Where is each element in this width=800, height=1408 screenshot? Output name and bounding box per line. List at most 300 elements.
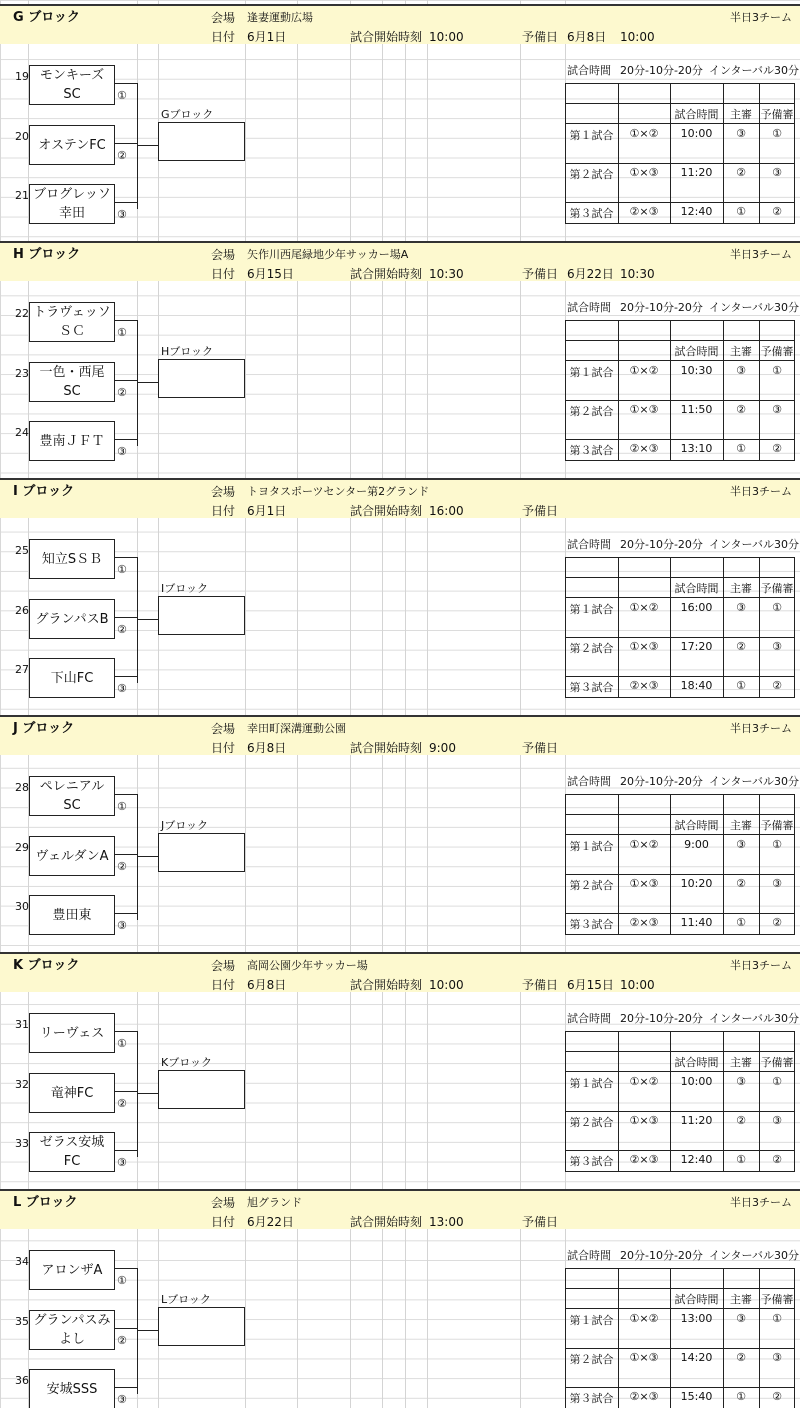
team-box	[29, 362, 115, 402]
team-box	[29, 125, 115, 165]
col-header-time: 試合時間	[674, 582, 719, 595]
table-border	[565, 103, 795, 104]
match-name: 第３試合	[569, 1155, 614, 1168]
bracket-stub	[115, 1387, 137, 1388]
reserve-label: 予備日	[522, 504, 559, 518]
match-referee: ③	[736, 1075, 746, 1088]
team-box	[29, 599, 115, 639]
match-name: 第２試合	[569, 1353, 614, 1366]
match-name: 第３試合	[569, 1392, 614, 1405]
match-pairing: ①×③	[629, 1351, 659, 1364]
match-pairing: ②×③	[629, 679, 659, 692]
seed-mark: ②	[117, 1097, 127, 1110]
match-pairing: ②×③	[629, 1390, 659, 1403]
match-date: 6月15日	[247, 267, 294, 281]
schedule-table	[565, 320, 795, 461]
bracket-stub	[115, 557, 137, 558]
seed-mark: ③	[117, 208, 127, 221]
table-border	[565, 340, 795, 341]
match-name: 第２試合	[569, 879, 614, 892]
table-border	[565, 360, 795, 361]
start-time: 9:00	[429, 741, 456, 755]
bracket-line	[137, 1268, 138, 1394]
bracket-connector	[137, 145, 158, 146]
match-time-value: 20分-10分-20分	[620, 301, 703, 314]
col-header-referee: 主審	[730, 582, 752, 595]
match-name: 第１試合	[569, 1314, 614, 1327]
capacity-note: 半日3チーム	[730, 11, 792, 24]
match-time-value: 20分-10分-20分	[620, 1249, 703, 1262]
match-time-label: 試合時間	[567, 775, 611, 788]
date-label: 日付	[211, 978, 236, 992]
table-border	[565, 676, 795, 677]
result-box	[158, 359, 245, 398]
match-pairing: ①×③	[629, 403, 659, 416]
match-sub-referee: ①	[772, 601, 782, 614]
bracket-stub	[115, 676, 137, 677]
match-referee: ③	[736, 364, 746, 377]
team-box	[29, 184, 115, 224]
interval-note: インターバル30分	[709, 538, 800, 551]
seed-mark: ②	[117, 386, 127, 399]
bracket-stub	[115, 854, 137, 855]
bracket-stub	[115, 794, 137, 795]
match-start-time: 10:00	[680, 127, 713, 140]
bracket-stub	[115, 617, 137, 618]
team-number: 25	[15, 544, 29, 557]
bracket-stub	[115, 1328, 137, 1329]
team-name-line: SC	[63, 384, 81, 399]
venue-label: 会場	[211, 959, 236, 973]
match-time-label: 試合時間	[567, 64, 611, 77]
bracket-stub	[115, 202, 137, 203]
team-number: 27	[15, 663, 29, 676]
venue-name: 矢作川西尾緑地少年サッカー場A	[247, 248, 409, 261]
team-box	[29, 658, 115, 698]
match-sub-referee: ③	[772, 1114, 782, 1127]
match-name: 第１試合	[569, 603, 614, 616]
table-border	[565, 1051, 795, 1052]
team-box	[29, 1250, 115, 1290]
col-header-time: 試合時間	[674, 1293, 719, 1306]
result-box	[158, 1307, 245, 1346]
team-number: 35	[15, 1315, 29, 1328]
match-start-time: 13:10	[680, 442, 713, 455]
team-name-line: SC	[63, 87, 81, 102]
interval-note: インターバル30分	[709, 1012, 800, 1025]
bracket-stub	[115, 439, 137, 440]
col-header-referee: 主審	[730, 108, 752, 121]
match-referee: ③	[736, 1312, 746, 1325]
team-name-line: FC	[63, 1154, 81, 1169]
schedule-table	[565, 794, 795, 935]
match-sub-referee: ①	[772, 364, 782, 377]
reserve-time: 10:00	[620, 978, 655, 992]
start-time: 16:00	[429, 504, 464, 518]
seed-mark: ①	[117, 89, 127, 102]
team-name-line: アロンザA	[41, 1262, 103, 1278]
match-pairing: ①×③	[629, 166, 659, 179]
capacity-note: 半日3チーム	[730, 248, 792, 261]
match-sub-referee: ③	[772, 640, 782, 653]
match-referee: ①	[736, 916, 746, 929]
match-time-label: 試合時間	[567, 301, 611, 314]
team-box	[29, 1013, 115, 1053]
block-title: L ブロック	[13, 1195, 78, 1210]
table-border	[565, 202, 795, 203]
match-pairing: ①×②	[629, 127, 659, 140]
match-date: 6月1日	[247, 504, 287, 518]
start-time-label: 試合開始時刻	[350, 267, 423, 281]
capacity-note: 半日3チーム	[730, 1196, 792, 1209]
seed-mark: ③	[117, 682, 127, 695]
match-pairing: ①×②	[629, 364, 659, 377]
match-time-label: 試合時間	[567, 538, 611, 551]
match-pairing: ①×③	[629, 877, 659, 890]
team-name-line: 豊田東	[52, 907, 92, 923]
result-box	[158, 833, 245, 872]
match-pairing: ②×③	[629, 1153, 659, 1166]
match-referee: ③	[736, 838, 746, 851]
match-referee: ②	[736, 640, 746, 653]
team-number: 30	[15, 900, 29, 913]
table-border	[565, 1308, 795, 1309]
team-name-line: 豊南ＪＦＴ	[39, 433, 105, 449]
col-header-sub-referee: 予備審	[760, 1293, 794, 1306]
start-time-label: 試合開始時刻	[350, 741, 423, 755]
match-name: 第１試合	[569, 129, 614, 142]
team-name-line: グランパスB	[35, 611, 109, 627]
block-header	[0, 952, 800, 992]
match-sub-referee: ③	[772, 1351, 782, 1364]
match-sub-referee: ②	[772, 916, 782, 929]
team-number: 23	[15, 367, 29, 380]
match-referee: ③	[736, 601, 746, 614]
match-name: 第３試合	[569, 207, 614, 220]
team-number: 32	[15, 1078, 29, 1091]
match-referee: ②	[736, 166, 746, 179]
match-name: 第１試合	[569, 366, 614, 379]
venue-label: 会場	[211, 11, 236, 25]
match-sub-referee: ③	[772, 877, 782, 890]
col-header-sub-referee: 予備審	[760, 582, 794, 595]
capacity-note: 半日3チーム	[730, 485, 792, 498]
seed-mark: ②	[117, 860, 127, 873]
match-time-value: 20分-10分-20分	[620, 538, 703, 551]
bracket-connector	[137, 1330, 158, 1331]
match-referee: ③	[736, 127, 746, 140]
block-header	[0, 478, 800, 518]
table-border	[565, 597, 795, 598]
team-number: 19	[15, 70, 29, 83]
col-header-referee: 主審	[730, 345, 752, 358]
interval-note: インターバル30分	[709, 775, 800, 788]
reserve-time: 10:00	[620, 30, 655, 44]
schedule-table	[565, 1268, 795, 1408]
tournament-block	[0, 241, 800, 478]
match-start-time: 11:20	[680, 1114, 713, 1127]
team-box	[29, 1073, 115, 1113]
col-header-sub-referee: 予備審	[760, 819, 794, 832]
venue-label: 会場	[211, 722, 236, 736]
match-referee: ①	[736, 1153, 746, 1166]
team-name-line: ヴェルダンA	[35, 848, 109, 864]
team-number: 20	[15, 130, 29, 143]
table-border	[565, 814, 795, 815]
bracket-connector	[137, 382, 158, 383]
match-date: 6月22日	[247, 1215, 294, 1229]
start-time: 10:00	[429, 30, 464, 44]
team-name-line: 幸田	[58, 206, 85, 221]
match-name: 第３試合	[569, 444, 614, 457]
bracket-line	[137, 794, 138, 920]
match-sub-referee: ②	[772, 1390, 782, 1403]
match-sub-referee: ①	[772, 1075, 782, 1088]
team-name-line: グランパスみ	[33, 1313, 111, 1328]
reserve-date: 6月8日	[567, 30, 607, 44]
table-border	[565, 1348, 795, 1349]
match-pairing: ②×③	[629, 205, 659, 218]
table-border	[565, 1288, 795, 1289]
seed-mark: ②	[117, 623, 127, 636]
reserve-label: 予備日	[522, 30, 559, 44]
table-border	[565, 1150, 795, 1151]
table-border	[565, 1387, 795, 1388]
seed-mark: ①	[117, 326, 127, 339]
col-header-time: 試合時間	[674, 108, 719, 121]
table-border	[565, 1071, 795, 1072]
match-date: 6月8日	[247, 978, 287, 992]
match-start-time: 12:40	[680, 1153, 713, 1166]
team-box	[29, 65, 115, 105]
match-sub-referee: ①	[772, 1312, 782, 1325]
team-name-line: ゼラス安城	[39, 1135, 105, 1150]
table-border	[565, 913, 795, 914]
match-start-time: 13:00	[680, 1312, 713, 1325]
result-box	[158, 596, 245, 635]
result-box	[158, 122, 245, 161]
match-sub-referee: ②	[772, 442, 782, 455]
match-time-label: 試合時間	[567, 1012, 611, 1025]
match-name: 第３試合	[569, 918, 614, 931]
block-header	[0, 4, 800, 44]
venue-label: 会場	[211, 248, 236, 262]
col-header-sub-referee: 予備審	[760, 345, 794, 358]
team-box	[29, 539, 115, 579]
col-header-referee: 主審	[730, 1293, 752, 1306]
interval-note: インターバル30分	[709, 1249, 800, 1262]
team-name-line: ペレニアル	[39, 779, 105, 794]
team-name-line: ブログレッソ	[33, 187, 111, 202]
result-label: Gブロック	[161, 108, 214, 121]
bracket-stub	[115, 913, 137, 914]
seed-mark: ③	[117, 1156, 127, 1169]
result-label: Lブロック	[161, 1293, 211, 1306]
result-label: Iブロック	[161, 582, 209, 595]
col-header-sub-referee: 予備審	[760, 1056, 794, 1069]
bracket-stub	[115, 1150, 137, 1151]
match-name: 第１試合	[569, 1077, 614, 1090]
match-start-time: 14:20	[680, 1351, 713, 1364]
venue-label: 会場	[211, 485, 236, 499]
team-box	[29, 1132, 115, 1172]
match-referee: ②	[736, 877, 746, 890]
team-name-line: 知立SＳＢ	[41, 551, 103, 567]
result-label: Jブロック	[161, 819, 209, 832]
reserve-time: 10:30	[620, 267, 655, 281]
team-box	[29, 776, 115, 816]
match-start-time: 10:20	[680, 877, 713, 890]
match-sub-referee: ②	[772, 679, 782, 692]
block-title: K ブロック	[13, 958, 80, 973]
seed-mark: ②	[117, 1334, 127, 1347]
bracket-connector	[137, 1093, 158, 1094]
match-start-time: 11:50	[680, 403, 713, 416]
block-header	[0, 715, 800, 755]
bracket-stub	[115, 1091, 137, 1092]
team-name-line: ＳＣ	[58, 324, 85, 339]
match-start-time: 17:20	[680, 640, 713, 653]
bracket-stub	[115, 1268, 137, 1269]
capacity-note: 半日3チーム	[730, 722, 792, 735]
team-number: 22	[15, 307, 29, 320]
reserve-date: 6月22日	[567, 267, 614, 281]
team-number: 24	[15, 426, 29, 439]
bracket-stub	[115, 320, 137, 321]
start-time-label: 試合開始時刻	[350, 1215, 423, 1229]
match-start-time: 10:00	[680, 1075, 713, 1088]
match-name: 第２試合	[569, 642, 614, 655]
tournament-block	[0, 952, 800, 1189]
reserve-label: 予備日	[522, 1215, 559, 1229]
match-start-time: 11:40	[680, 916, 713, 929]
match-referee: ①	[736, 442, 746, 455]
table-border	[565, 874, 795, 875]
team-box	[29, 1369, 115, 1408]
reserve-label: 予備日	[522, 978, 559, 992]
match-time-value: 20分-10分-20分	[620, 775, 703, 788]
table-border	[565, 834, 795, 835]
date-label: 日付	[211, 504, 236, 518]
team-number: 31	[15, 1018, 29, 1031]
date-label: 日付	[211, 1215, 236, 1229]
start-time: 10:30	[429, 267, 464, 281]
match-start-time: 16:00	[680, 601, 713, 614]
start-time: 10:00	[429, 978, 464, 992]
block-title: G ブロック	[13, 10, 80, 25]
match-pairing: ②×③	[629, 916, 659, 929]
table-border	[565, 637, 795, 638]
venue-name: 逢妻運動広場	[247, 11, 313, 24]
match-referee: ②	[736, 1351, 746, 1364]
match-pairing: ①×②	[629, 838, 659, 851]
start-time-label: 試合開始時刻	[350, 30, 423, 44]
team-box	[29, 836, 115, 876]
reserve-label: 予備日	[522, 741, 559, 755]
match-time-label: 試合時間	[567, 1249, 611, 1262]
match-sub-referee: ③	[772, 166, 782, 179]
seed-mark: ③	[117, 919, 127, 932]
team-box	[29, 1310, 115, 1350]
match-sub-referee: ③	[772, 403, 782, 416]
col-header-referee: 主審	[730, 819, 752, 832]
team-name-line: 安城SSS	[46, 1381, 98, 1397]
team-name-line: よし	[58, 1332, 85, 1347]
match-start-time: 12:40	[680, 205, 713, 218]
team-box	[29, 895, 115, 935]
col-header-time: 試合時間	[674, 819, 719, 832]
match-sub-referee: ②	[772, 205, 782, 218]
match-name: 第２試合	[569, 1116, 614, 1129]
date-label: 日付	[211, 30, 236, 44]
table-border	[565, 1111, 795, 1112]
col-header-time: 試合時間	[674, 1056, 719, 1069]
col-header-time: 試合時間	[674, 345, 719, 358]
result-label: Hブロック	[161, 345, 214, 358]
block-title: J ブロック	[13, 721, 75, 736]
table-border	[565, 123, 795, 124]
match-sub-referee: ①	[772, 127, 782, 140]
tournament-block	[0, 1189, 800, 1408]
match-date: 6月1日	[247, 30, 287, 44]
block-title: H ブロック	[13, 247, 81, 262]
match-sub-referee: ①	[772, 838, 782, 851]
match-referee: ①	[736, 679, 746, 692]
team-number: 34	[15, 1255, 29, 1268]
venue-name: トヨタスポーツセンター第2グランド	[247, 485, 430, 498]
table-border	[565, 400, 795, 401]
team-number: 28	[15, 781, 29, 794]
tournament-block	[0, 4, 800, 241]
reserve-label: 予備日	[522, 267, 559, 281]
table-border	[565, 577, 795, 578]
match-pairing: ①×②	[629, 1312, 659, 1325]
match-time-value: 20分-10分-20分	[620, 64, 703, 77]
match-pairing: ②×③	[629, 442, 659, 455]
interval-note: インターバル30分	[709, 64, 800, 77]
team-name-line: SC	[63, 798, 81, 813]
seed-mark: ①	[117, 1274, 127, 1287]
team-name-line: 一色・西尾	[39, 365, 105, 380]
seed-mark: ③	[117, 1393, 127, 1406]
bracket-stub	[115, 1031, 137, 1032]
schedule-table	[565, 83, 795, 224]
match-name: 第２試合	[569, 405, 614, 418]
venue-name: 旭グランド	[247, 1196, 302, 1209]
match-date: 6月8日	[247, 741, 287, 755]
block-title: I ブロック	[13, 484, 75, 499]
bracket-line	[137, 83, 138, 209]
team-number: 29	[15, 841, 29, 854]
tournament-block	[0, 715, 800, 952]
match-sub-referee: ②	[772, 1153, 782, 1166]
team-number: 36	[15, 1374, 29, 1387]
team-name-line: 竜神FC	[50, 1085, 94, 1101]
seed-mark: ②	[117, 149, 127, 162]
table-border	[565, 163, 795, 164]
reserve-date: 6月15日	[567, 978, 614, 992]
match-start-time: 11:20	[680, 166, 713, 179]
start-time-label: 試合開始時刻	[350, 504, 423, 518]
match-referee: ①	[736, 1390, 746, 1403]
match-referee: ②	[736, 403, 746, 416]
venue-label: 会場	[211, 1196, 236, 1210]
match-start-time: 9:00	[684, 838, 709, 851]
team-name-line: トラヴェッソ	[33, 305, 111, 320]
start-time: 13:00	[429, 1215, 464, 1229]
team-box	[29, 302, 115, 342]
match-name: 第１試合	[569, 840, 614, 853]
